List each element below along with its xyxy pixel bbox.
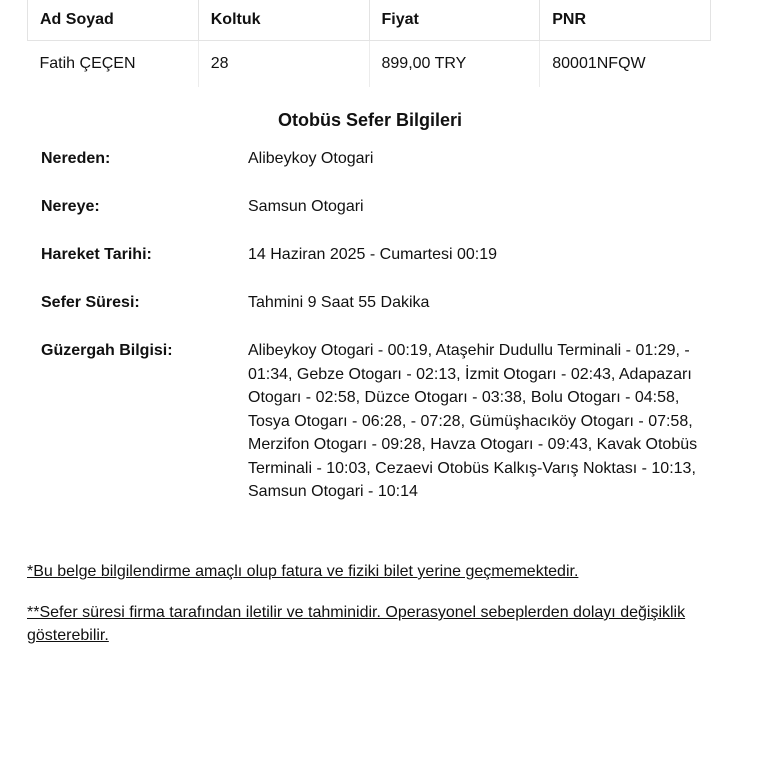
route-label: Güzergah Bilgisi: [41,342,173,359]
detail-row-to [41,195,701,243]
duration-value: Tahmini 9 Saat 55 Dakika [248,294,430,311]
table-row [28,41,711,88]
detail-row-from [41,147,701,195]
header-seat: Koltuk [198,0,369,41]
detail-row-route [41,339,701,504]
trip-details [41,147,701,504]
ticket-table [27,0,711,87]
header-price: Fiyat [369,0,540,41]
pnr-code: 80001NFQW [540,41,711,88]
detail-row-duration [41,291,701,339]
ticket-price: 899,00 TRY [369,41,540,88]
duration-note: **Sefer süresi firma tarafından iletilir ve tahminidir. Operasyonel sebeplerden dolayı değişiklik gösterebilir. [27,604,686,644]
departure-value: 14 Haziran 2025 - Cumartesi 00:19 [248,246,498,263]
to-value: Samsun Otogari [248,198,364,215]
disclaimer-note: *Bu belge bilgilendirme amaçlı olup fatura ve fiziki bilet yerine geçmemektedir. [27,563,579,580]
header-name: Ad Soyad [28,0,199,41]
detail-row-departure [41,243,701,291]
header-pnr: PNR [540,0,711,41]
duration-label: Sefer Süresi: [41,294,140,311]
trip-section-title: Otobüs Sefer Bilgileri [277,110,463,130]
route-value: Alibeykoy Otogari - 00:19, Ataşehir Dudullu Terminali - 01:29, - 01:34, Gebze Otogarı - 02:13, İzmit Otogarı - 02:43, Adapazarı Otogarı - 02:58, Düzce Otogarı - 03:38, Bolu Otogarı - 04:58, Tosya Otogarı - 06:28, - 07:28, Gümüşhacıköy Otogarı - 07:58, Merzifon Otogarı - 09:28, Havza Otogarı - 09:43, Kavak Otobüs Terminali - 10:03, Cezaevi Otobüs Kalkış-Varış Noktası - 10:13, Samsun Otogari - 10:14 [248,342,698,500]
to-label: Nereye: [41,198,100,215]
from-label: Nereden: [41,150,111,167]
ticket-header-row [28,0,711,41]
departure-label: Hareket Tarihi: [41,246,152,263]
seat-number: 28 [198,41,369,88]
passenger-name: Fatih ÇEÇEN [39,55,136,72]
from-value: Alibeykoy Otogari [248,150,374,167]
